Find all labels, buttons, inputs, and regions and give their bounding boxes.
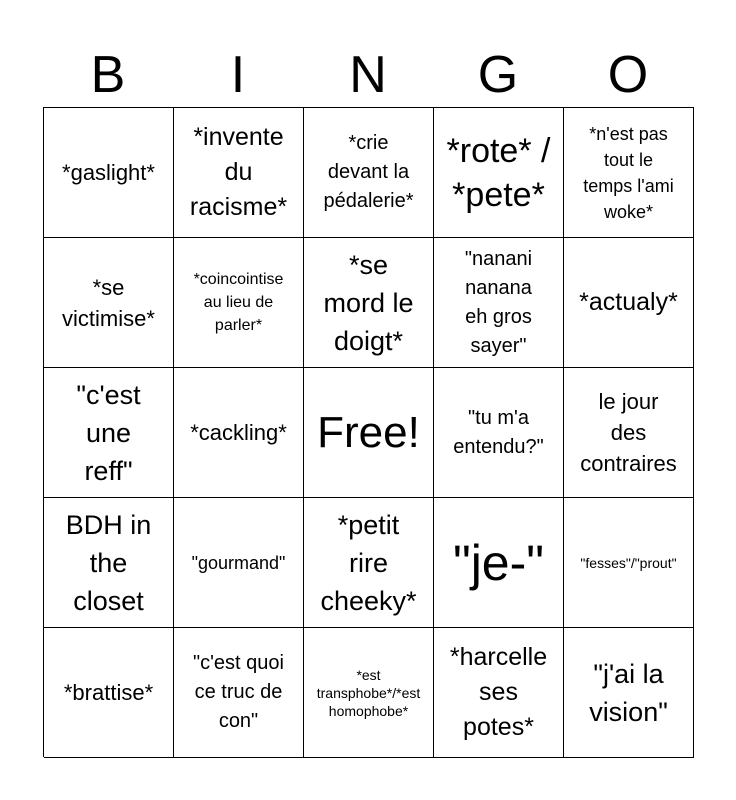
header-letter-n: N <box>349 46 387 104</box>
bingo-cell-r1-c4[interactable] <box>434 108 564 238</box>
bingo-cell-r4-c1[interactable] <box>44 498 174 628</box>
cell-text: "j'ai la vision" <box>589 658 668 727</box>
bingo-cell-r2-c4[interactable] <box>434 238 564 368</box>
cell-text: *crie devant la pédalerie* <box>323 132 414 212</box>
bingo-cell-r2-c5[interactable] <box>564 238 694 368</box>
header-letter-o: O <box>607 46 649 104</box>
bingo-cell-r5-c5[interactable] <box>564 628 694 758</box>
bingo-cell-r5-c3[interactable] <box>304 628 434 758</box>
cell-text: *brattise* <box>63 680 154 705</box>
cell-text: *n'est pas tout le temps l'ami woke* <box>583 123 674 222</box>
bingo-cell-r3-c2[interactable] <box>174 368 304 498</box>
bingo-cell-r5-c4[interactable] <box>434 628 564 758</box>
bingo-cell-r3-c1[interactable] <box>44 368 174 498</box>
header-letter-b: B <box>90 46 126 104</box>
cell-text: *petit rire cheeky* <box>320 509 417 616</box>
cell-text: *rote* / *pete* <box>446 131 551 214</box>
free-space-text: Free! <box>317 407 420 457</box>
cell-text: *se mord le doigt* <box>323 249 414 356</box>
bingo-cell-r3-c3-free[interactable] <box>304 368 434 498</box>
cell-text: *est transphobe*/*est homophobe* <box>316 666 421 719</box>
header-letter-i: I <box>230 46 246 104</box>
cell-text: le jour des contraires <box>580 389 677 476</box>
bingo-header <box>43 44 693 106</box>
bingo-cell-r2-c3[interactable] <box>304 238 434 368</box>
cell-text: *actualy* <box>579 288 678 316</box>
cell-text: *coincointise au lieu de parler* <box>193 271 284 334</box>
cell-text: "tu m'a entendu?" <box>453 406 544 458</box>
bingo-cell-r2-c2[interactable] <box>174 238 304 368</box>
bingo-cell-r4-c3[interactable] <box>304 498 434 628</box>
bingo-cell-r4-c4[interactable] <box>434 498 564 628</box>
cell-text: *cackling* <box>190 420 287 445</box>
bingo-cell-r1-c3[interactable] <box>304 108 434 238</box>
cell-text: *invente du racisme* <box>189 123 288 221</box>
cell-text: *harcelle ses potes* <box>449 643 548 741</box>
bingo-cell-r3-c4[interactable] <box>434 368 564 498</box>
cell-text: *gaslight* <box>62 160 155 185</box>
bingo-cell-r5-c2[interactable] <box>174 628 304 758</box>
cell-text: *se victimise* <box>62 274 155 331</box>
bingo-cell-r3-c5[interactable] <box>564 368 694 498</box>
bingo-cell-r2-c1[interactable] <box>44 238 174 368</box>
bingo-cell-r1-c5[interactable] <box>564 108 694 238</box>
cell-text: BDH in the closet <box>65 509 152 616</box>
bingo-cell-r1-c1[interactable] <box>44 108 174 238</box>
cell-text: "nanani nanana eh gros sayer" <box>464 247 533 357</box>
bingo-board <box>43 107 694 757</box>
cell-text: "je-" <box>452 534 545 591</box>
cell-text: "c'est une reff" <box>76 379 141 486</box>
cell-text: "c'est quoi ce truc de con" <box>193 652 284 732</box>
bingo-cell-r4-c2[interactable] <box>174 498 304 628</box>
cell-text: "fesses"/"prout" <box>580 554 677 571</box>
header-letter-g: G <box>477 46 519 104</box>
bingo-cell-r4-c5[interactable] <box>564 498 694 628</box>
bingo-cell-r5-c1[interactable] <box>44 628 174 758</box>
cell-text: "gourmand" <box>191 552 286 573</box>
bingo-cell-r1-c2[interactable] <box>174 108 304 238</box>
